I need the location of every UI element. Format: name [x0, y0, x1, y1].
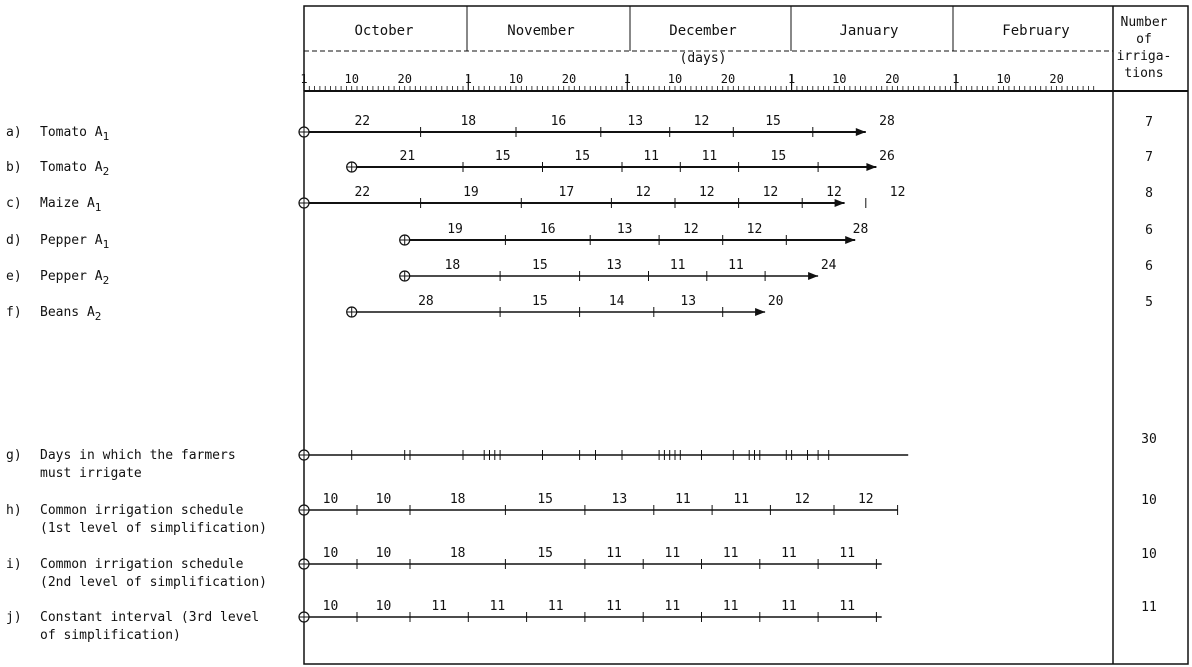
interval-label: 22 [354, 114, 371, 129]
schedule-row-g [299, 450, 908, 460]
row-letter: d) [6, 233, 22, 248]
interval-label: 28 [418, 294, 434, 309]
irrigation-count: 6 [1145, 223, 1153, 238]
tick-label: 10 [508, 72, 524, 86]
count-header-line-3: irriga- [1116, 49, 1172, 64]
interval-label: 15 [537, 546, 553, 561]
row-letter: c) [6, 196, 22, 211]
tick-label: 1 [787, 72, 796, 86]
irrigation-count: 10 [1141, 493, 1157, 508]
tick-label: 20 [1049, 72, 1064, 86]
row-letter: i) [6, 557, 22, 572]
row-label: Beans $A_2$ [40, 305, 102, 323]
tick-label: 10 [667, 72, 683, 86]
irrigation-count: 10 [1141, 547, 1157, 562]
row-label: Tomato $A_1$ [40, 125, 110, 143]
interval-label: 15 [532, 258, 548, 273]
schedule-row-h [299, 492, 898, 515]
row-letter: j) [6, 610, 22, 625]
row-label: Constant interval (3rd level [40, 610, 260, 625]
interval-label: 16 [539, 222, 556, 237]
tick-label: 10 [996, 72, 1011, 86]
interval-label: 11 [664, 546, 681, 561]
interval-label: 12 [746, 222, 763, 237]
interval-label: 11 [781, 546, 797, 561]
interval-label: 14 [608, 294, 625, 309]
irrigation-count: 30 [1141, 432, 1157, 447]
day-axis-ticks [300, 6, 1093, 91]
row-label: Pepper $A_1$ [40, 233, 110, 251]
row-label: Common irrigation schedule [40, 503, 244, 518]
interval-label: 13 [616, 222, 633, 237]
interval-label: 11 [722, 599, 739, 614]
row-label: Maize $A_1$ [40, 196, 102, 214]
month-headers [354, 23, 1069, 66]
interval-label: 15 [770, 149, 787, 164]
tick-label: 1 [464, 72, 472, 86]
count-header-line-1: Number [1120, 15, 1168, 30]
interval-label: 13 [680, 294, 697, 309]
interval-label: 12 [698, 185, 715, 200]
interval-label: 18 [449, 492, 466, 507]
row-label: (2nd level of simplification) [40, 575, 267, 590]
interval-label: 10 [375, 492, 392, 507]
tick-label: 20 [397, 72, 412, 86]
tick-label: 20 [720, 72, 736, 86]
interval-label: 11 [733, 492, 750, 507]
interval-label: 13 [611, 492, 628, 507]
schedule-rows [6, 114, 1157, 643]
interval-label: 18 [460, 114, 477, 129]
interval-label: 12 [683, 222, 699, 237]
arrow-head [866, 163, 876, 171]
row-label-subscript: 2 [94, 310, 102, 323]
month-label-november: November [507, 23, 575, 39]
month-label-december: December [669, 23, 737, 39]
interval-label: 11 [606, 546, 622, 561]
arrow-head [755, 308, 765, 316]
interval-label: 12 [693, 114, 710, 129]
interval-label: 17 [558, 185, 575, 200]
interval-label: 18 [449, 546, 466, 561]
interval-label: 11 [728, 258, 744, 273]
interval-label: 16 [550, 114, 567, 129]
row-label-subscript: 2 [102, 165, 110, 178]
row-label-subscript: 1 [94, 201, 102, 214]
tick-label: 1 [300, 72, 308, 86]
irrigation-count: 11 [1141, 600, 1157, 615]
interval-label: 15 [765, 114, 781, 129]
interval-label: 18 [444, 258, 461, 273]
row-label: Tomato $A_2$ [40, 160, 110, 178]
schedule-row-b [347, 149, 895, 172]
schedule-row-e [400, 258, 837, 281]
row-letter: e) [6, 269, 22, 284]
row-label: (1st level of simplification) [40, 521, 267, 536]
month-label-february: February [1002, 23, 1070, 39]
count-column-header [1117, 15, 1172, 81]
month-label-october: October [354, 23, 414, 39]
schedule-row-a [299, 114, 895, 137]
interval-label: 11 [781, 599, 797, 614]
row-label-subscript: 1 [102, 238, 110, 251]
row-letter: f) [6, 305, 22, 320]
tick-label: 10 [344, 72, 359, 86]
interval-label: 10 [322, 599, 339, 614]
interval-label: 15 [494, 149, 511, 164]
interval-label: 24 [820, 258, 837, 273]
row-label-subscript: 2 [102, 274, 110, 287]
interval-label: 11 [664, 599, 681, 614]
interval-label: 15 [574, 149, 591, 164]
arrow-head [835, 199, 845, 207]
interval-label: 28 [852, 222, 869, 237]
count-header-line-4: tions [1124, 66, 1164, 81]
interval-label: 11 [839, 599, 856, 614]
irrigation-count: 7 [1145, 150, 1153, 165]
irrigation-count: 5 [1145, 295, 1153, 310]
irrigation-count: 6 [1145, 259, 1153, 274]
interval-label: 20 [767, 294, 784, 309]
month-label-january: January [839, 23, 899, 39]
row-letter: a) [6, 125, 22, 140]
row-label-subscript: 1 [102, 130, 110, 143]
diagram-frame [304, 6, 1188, 664]
interval-label: 12 [889, 185, 906, 200]
interval-label: 11 [669, 258, 686, 273]
interval-label: 28 [879, 114, 895, 129]
row-letter: h) [6, 503, 22, 518]
interval-label: 11 [643, 149, 659, 164]
row-label: Days in which the farmers [40, 448, 236, 463]
row-label: must irrigate [40, 466, 142, 481]
tick-label: 1 [952, 72, 960, 86]
schedule-row-d [400, 222, 869, 245]
interval-label: 11 [431, 599, 447, 614]
interval-label: 22 [354, 185, 371, 200]
interval-label: 21 [399, 149, 416, 164]
arrow-head [856, 128, 866, 136]
irrigation-count: 8 [1145, 186, 1153, 201]
row-label: Pepper $A_2$ [40, 269, 110, 287]
row-letter: b) [6, 160, 22, 175]
row-label: Common irrigation schedule [40, 557, 244, 572]
interval-label: 11 [547, 599, 564, 614]
tick-label: 10 [832, 72, 847, 86]
interval-label: 11 [722, 546, 739, 561]
interval-label: 11 [675, 492, 691, 507]
interval-label: 13 [627, 114, 644, 129]
interval-label: 26 [879, 149, 895, 164]
interval-label: 10 [322, 546, 339, 561]
interval-label: 11 [489, 599, 506, 614]
interval-label: 12 [826, 185, 842, 200]
interval-label: 19 [463, 185, 479, 200]
days-unit-label: (days) [679, 51, 727, 66]
schedule-row-f [347, 294, 784, 317]
interval-label: 11 [839, 546, 856, 561]
interval-label: 10 [322, 492, 339, 507]
row-label: of simplification) [40, 628, 181, 643]
interval-label: 12 [794, 492, 811, 507]
interval-label: 12 [635, 185, 652, 200]
interval-label: 13 [606, 258, 622, 273]
tick-label: 20 [885, 72, 900, 86]
tick-label: 1 [623, 72, 631, 86]
interval-label: 11 [701, 149, 718, 164]
interval-label: 15 [532, 294, 548, 309]
schedule-row-i [299, 546, 882, 569]
row-letter: g) [6, 448, 22, 463]
schedule-row-c [299, 185, 905, 208]
interval-label: 10 [375, 599, 392, 614]
interval-label: 19 [447, 222, 463, 237]
interval-label: 15 [537, 492, 553, 507]
schedule-row-j [299, 599, 882, 622]
count-header-line-2: of [1136, 32, 1152, 47]
interval-label: 11 [606, 599, 622, 614]
irrigation-count: 7 [1145, 115, 1153, 130]
tick-label: 20 [561, 72, 577, 86]
arrow-head [808, 272, 818, 280]
arrow-head [845, 236, 855, 244]
interval-label: 10 [375, 546, 392, 561]
interval-label: 12 [762, 185, 779, 200]
interval-label: 12 [857, 492, 874, 507]
